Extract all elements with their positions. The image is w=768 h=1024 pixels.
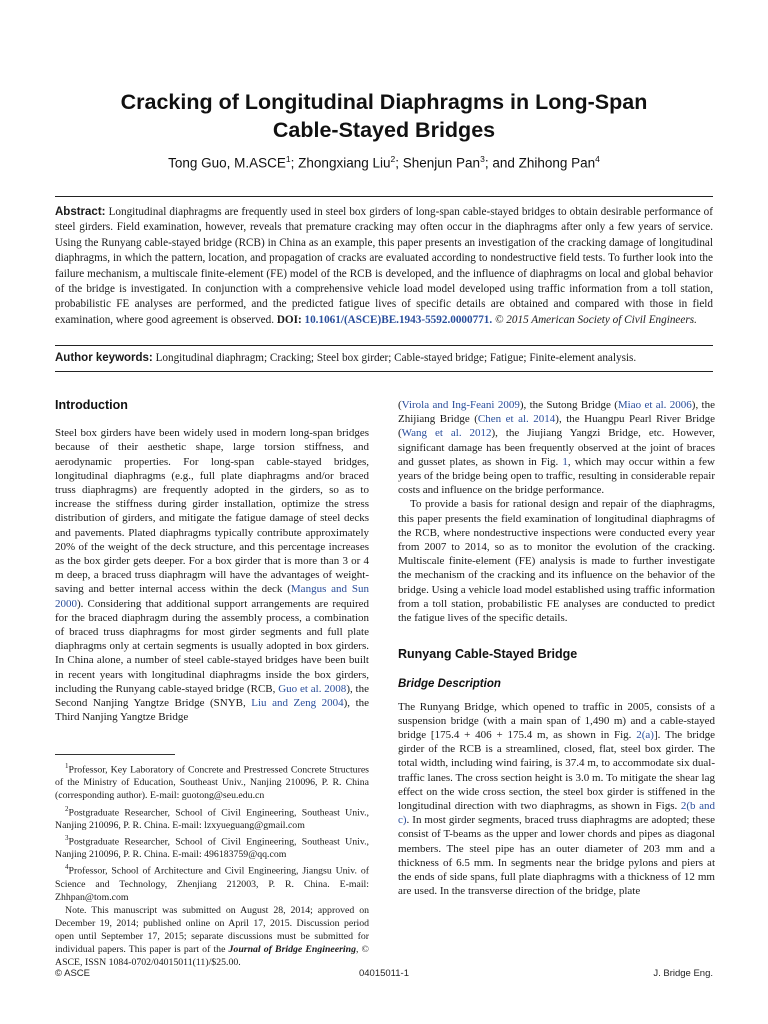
ref-link[interactable]: Wang et al. 2012 [401, 427, 492, 440]
text-run: ]. The bridge girder of the RCB is a streamlined, closed, flat, steel box girder. The total width, including wind fairing, is 37.4 m, to accommodate six dual-traffic lanes. The cross section height is 3.0 m. To mitigate the shear lag effect on the wide cross section, the steel box girder is stiffened in the longitudinal direction with two diaphragms, as shown in Figs. [398, 729, 715, 813]
figure-link[interactable]: 2(b and c) [398, 800, 715, 827]
paper-title [60, 88, 708, 144]
author-list [40, 154, 728, 171]
footer-publisher: © ASCE [55, 968, 90, 979]
ref-link[interactable]: Mangus and Sun 2000 [55, 583, 369, 610]
bridge-description-heading: Bridge Description [398, 678, 501, 691]
ref-link[interactable]: Virola and Ing-Feani 2009 [401, 399, 520, 411]
author-1: Tong Guo, M.ASCE [168, 155, 286, 171]
text-run: ( [398, 399, 402, 411]
text-run: , which may occur within a few years of the bridge being open to traffic, resulting in considerable repair costs and influence on the bridge performance. [398, 455, 715, 497]
footnote-text: Professor, Key Laboratory of Concrete and Prestressed Concrete Structures of the Ministry of Education, Southeast Univ., Nanjing 210096, P. R. China (corresponding author). E-mail: guotong@seu.edu.cn [55, 764, 369, 802]
footnote-text: Postgraduate Researcher, School of Civil Engineering, Southeast Univ., Nanjing 210096, P. R. China. E-mail: 496183759@qq.com [55, 836, 369, 861]
footnote-mark: 1 [65, 762, 69, 770]
ref-link[interactable]: Guo et al. 2008 [278, 682, 347, 695]
abstract [55, 205, 713, 328]
author-sep: ; [290, 155, 299, 171]
bridge-description-paragraph [398, 700, 715, 899]
text-run: ), the Jiujiang Yangzi Bridge, etc. However, significant damage has been frequently observed at the joint of braces and gusset plates, as shown in Fig. [398, 427, 715, 468]
author-sep: ; and [484, 155, 519, 171]
footnote-rule [55, 754, 175, 755]
left-column [55, 398, 369, 724]
footnote-text: Postgraduate Researcher, School of Civil Engineering, Southeast Univ., Nanjing 210096, P. R. China. E-mail: lzxyueguang@gmail.com [55, 806, 369, 831]
footer-journal: J. Bridge Eng. [653, 968, 713, 979]
footnote-mark: 2 [65, 804, 69, 813]
doi-label: DOI: [276, 313, 302, 326]
text-run: The Runyang Bridge, which opened to traffic in 2005, consists of a suspension bridge (with a main span of 1,490 m) and a cable-stayed bridge [175.4 + 406 + 175.4 m, as shown in Fig. [398, 700, 715, 742]
text-run: ), the Second Nanjing Yangtze Bridge (SNYB, [55, 682, 369, 710]
footnote-1 [55, 760, 369, 803]
author-3: Shenjun Pan [402, 155, 481, 171]
intro-paragraph-2: To provide a basis for rational design and repair of the diaphragms, this paper presents the field examination of longitudinal diaphragms of the RCB, where nondestructive inspections were conducted every year from 2007 to 2014, so as to monitor the evolution of the cracking. Multiscale finite-element (FE) analysis is made to further investigate the mechanism of the cracking and its influence on the behavior of the bridge. Using a vehicle load model established using traffic information from a toll station, probabilistic FE analyses are conducted to predict the fatigue lives of the specific details. [398, 498, 715, 625]
keywords-rule [55, 345, 713, 346]
intro-heading: Introduction [55, 398, 128, 412]
author-4: Zhihong Pan [518, 155, 596, 171]
text-run: ), the Zhijiang Bridge ( [398, 399, 715, 426]
author-sep: ; [395, 155, 403, 171]
text-run: Note. This manuscript was submitted on August 28, 2014; approved on December 19, 2014; published online on April 17, 2015. Discussion period open until September 17, 2015; separate discussions must be submitted for individual papers. This paper is part of the [55, 905, 369, 956]
figure-link[interactable]: 1 [562, 455, 568, 468]
ref-link[interactable]: Miao et al. 2006 [617, 399, 692, 411]
author-1-affil: 1 [285, 154, 291, 164]
footnote-2 [55, 803, 369, 832]
author-2: Zhongxiang Liu [298, 155, 391, 171]
copyright: © 2015 American Society of Civil Engineers. [495, 313, 697, 326]
text-run: ), the Third Nanjing Yangtze Bridge [55, 697, 370, 724]
journal-name: Journal of Bridge Engineering [228, 944, 356, 956]
text-run: ). Considering that additional support arrangements are required for the braced diaphragm during the assembly process, a combination of braced truss diaphragms for most girder segments and full plate diaphragms only at certain segments is usually adopted in box girders. In China alone, a number of steel cable-stayed bridges have been built in recent years with longitudinal diaphragms inside the box girders, including the Runyang cable-stayed bridge (RCB, [55, 597, 369, 695]
abstract-text: Longitudinal diaphragms are frequently used in steel box girders of long-span cable-stayed bridges to obtain desirable performance of steel girders. Field examination, however, reveals that premature cracking may often occur in the diaphragms after only a few years of service. Using the Runyang cable-stayed bridge (RCB) in China as an example, this paper presents an investigation of the cracking damage of longitudinal diaphragms, in which the pattern, location, and propagation of cracks are evaluated according to nondestructive field tests. To further look into the failure mechanism, a multiscale finite-element (FE) model of the RCB is developed, and the influence of diaphragms on local and global behavior of the bridge is investigated. In conjunction with a comprehensive vehicle load model developed using traffic information from a toll station, probabilistic FE analyses are performed, and the predicted fatigue lives of specific details are obtained and compared with those in field examination, where good agreement is observed. [55, 206, 713, 326]
figure-link[interactable]: 2(a) [636, 729, 654, 742]
text-run: , © ASCE, ISSN 1084-0702/04015011(11)/$25.00. [55, 944, 370, 969]
keywords-bottom-rule [55, 371, 713, 372]
ref-link[interactable]: Liu and Zeng 2004 [251, 697, 344, 710]
text-run: Steel box girders have been widely used in modern long-span bridges because of their aesthetic shape, large torsion stiffness, and aerodynamic properties. For long-span cable-stayed bridges, longitudinal diaphragms (e.g., full plate diaphragms and/or braced truss diaphragms) are frequently adopted in the girders, so as to increase the stiffness during girder installation, optimize the stress distribution of girders, and mitigate the fatigue damage of steel decks and pavements. Plated diaphragms typically contribute approximately 20% of the weight of the deck structure, and this percentage increases as the box girder gets deeper. For a box girder that is more than 3 or 4 m deep, a braced truss diaphragm will have the advantages of weight-saving and better internal access within the deck ( [55, 427, 369, 596]
runyang-heading: Runyang Cable-Stayed Bridge [398, 647, 578, 662]
manuscript-note [55, 904, 369, 969]
text-run: . In most girder segments, braced truss diaphragms are adopted; these consist of T-beams as the upper and lower chords and pipes as diagonal members. The steel pipe has an outer diameter of 203 mm and a thickness of 6.5 mm. In segments near the bridge pylons and piers at the ends of side spans, full plate diaphragms with a thickness of 12 mm are used. In the transverse direction of the bridge, plate [398, 814, 715, 898]
author-3-affil: 3 [480, 154, 485, 164]
intro-paragraph [55, 426, 369, 724]
text-run: ), the Sutong Bridge ( [519, 399, 618, 411]
right-column [398, 398, 715, 899]
abstract-label: Abstract: [55, 206, 106, 218]
footnote-4 [55, 861, 369, 904]
keywords-label: Author keywords: [55, 352, 153, 364]
author-4-affil: 4 [595, 154, 600, 164]
doi-link[interactable]: 10.1061/(ASCE)BE.1943-5592.0000771. [304, 313, 493, 326]
title-line-2: Cable-Stayed Bridges [272, 118, 496, 142]
footer-page-id: 04015011-1 [358, 968, 409, 979]
intro-continued-paragraph [398, 398, 715, 497]
keywords [55, 351, 713, 366]
title-line-1: Cracking of Longitudinal Diaphragms in Long-Span [120, 90, 648, 114]
abstract-top-rule [55, 196, 713, 197]
author-2-affil: 2 [390, 154, 396, 164]
ref-link[interactable]: Chen et al. 2014 [477, 413, 556, 426]
page-footer [55, 968, 713, 982]
footnote-mark: 3 [65, 834, 69, 842]
keywords-text: Longitudinal diaphragm; Cracking; Steel box girder; Cable-stayed bridge; Fatigue; Finite-element analysis. [155, 352, 637, 364]
text-run: ), the Huangpu Pearl River Bridge ( [398, 413, 716, 440]
footnote-text: Professor, School of Architecture and Civil Engineering, Jiangsu Univ. of Science and Technology, Zhenjiang 212003, P. R. China. E-mail: Zhhpan@tom.com [55, 865, 369, 903]
footnote-mark: 4 [65, 863, 69, 872]
footnotes [55, 760, 369, 969]
footnote-3 [55, 832, 369, 861]
